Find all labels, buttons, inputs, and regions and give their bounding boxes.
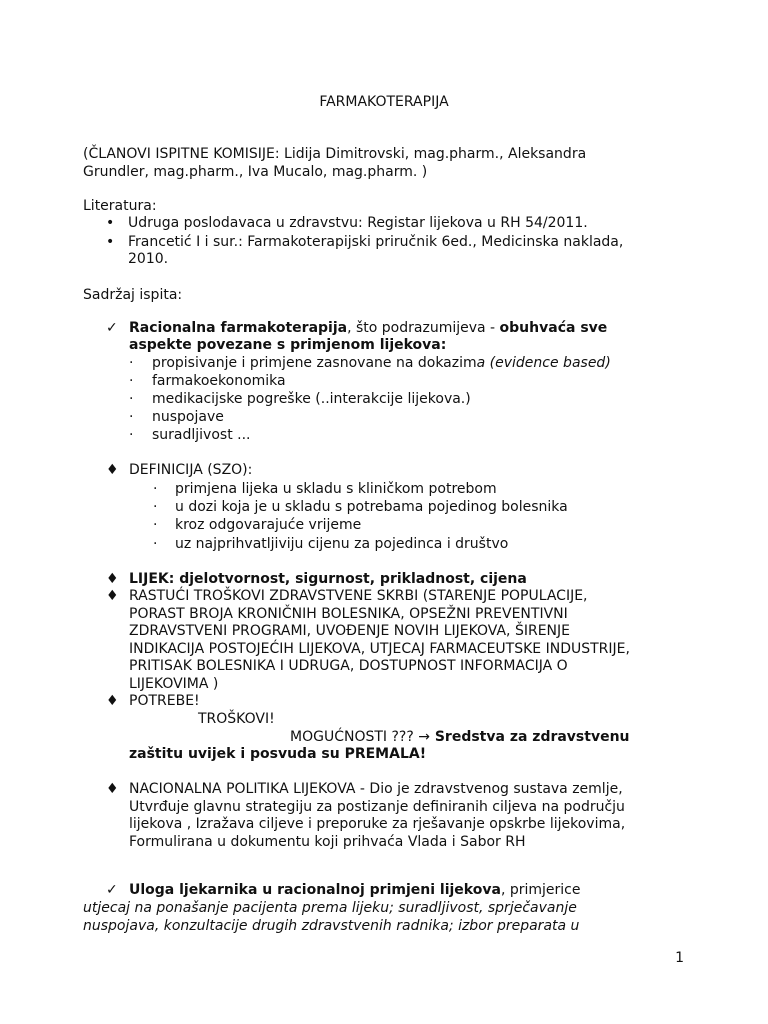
dot-icon: · xyxy=(153,481,158,497)
policy-line-2: Utvrđuje glavnu strategiju za postizanje definiranih ciljeva na području xyxy=(129,799,625,815)
policy-line-1: NACIONALNA POLITIKA LIJEKOVA - Dio je zdravstvenog sustava zemlje, xyxy=(129,781,623,797)
page-number: 1 xyxy=(675,950,684,966)
costs-line-2: PORAST BROJA KRONIČNIH BOLESNIKA, OPSEŽNI PREVENTIVNI xyxy=(129,606,568,622)
rational-item-5: suradljivost ... xyxy=(152,427,251,443)
needs-mogucnosti-line xyxy=(290,728,630,746)
diamond-icon: ♦ xyxy=(106,571,119,587)
needs-potrebe: POTREBE! xyxy=(129,693,200,709)
diamond-icon: ♦ xyxy=(106,781,119,797)
rational-item-1-italic: a (evidence based) xyxy=(476,355,611,371)
needs-bold-1: Sredstva za zdravstvenu xyxy=(429,729,630,745)
definition-item-1: primjena lijeka u skladu s kliničkom potrebom xyxy=(175,481,497,497)
literature-heading: Literatura: xyxy=(83,198,157,214)
diamond-icon: ♦ xyxy=(106,588,119,604)
definition-item-4: uz najprihvatljiviju cijenu za pojedinca i društvo xyxy=(175,536,509,552)
costs-line-3: ZDRAVSTVENI PROGRAMI, UVOĐENJE NOVIH LIJEKOVA, ŠIRENJE xyxy=(129,623,570,639)
rational-bold: Racionalna farmakoterapija xyxy=(129,320,348,336)
definition-item-3: kroz odgovarajuće vrijeme xyxy=(175,517,362,533)
dot-icon: · xyxy=(153,517,158,533)
definition-heading: DEFINICIJA (SZO): xyxy=(129,462,253,478)
dot-icon: · xyxy=(129,355,134,371)
arrow-right-icon: → xyxy=(418,729,430,745)
needs-bold-2: zaštitu uvijek i posvuda su PREMALA! xyxy=(129,746,427,762)
rational-item-1-text: propisivanje i primjene zasnovane na dokazim xyxy=(152,355,477,371)
bullet-icon: • xyxy=(106,234,115,250)
policy-line-4: Formulirana u dokumentu koji prihvaća Vlada i Sabor RH xyxy=(129,834,526,850)
dot-icon: · xyxy=(153,499,158,515)
costs-line-5: PRITISAK BOLESNIKA I UDRUGA, DOSTUPNOST INFORMACIJA O xyxy=(129,658,568,674)
costs-line-4: INDIKACIJA POSTOJEĆIH LIJEKOVA, UTJECAJ FARMACEUTSKE INDUSTRIJE, xyxy=(129,641,630,657)
literature-item-2-cont: 2010. xyxy=(128,251,169,267)
rational-mid: , što podrazumijeva - xyxy=(347,320,500,336)
rational-heading xyxy=(129,319,607,337)
needs-mogucnosti: MOGUĆNOSTI ??? xyxy=(290,729,419,745)
rational-item-2: farmakoekonomika xyxy=(152,373,286,389)
literature-item-2: Francetić I i sur.: Farmakoterapijski priručnik 6ed., Medicinska naklada, xyxy=(128,234,624,250)
diamond-icon: ♦ xyxy=(106,462,119,478)
policy-line-3: lijekova , Izražava ciljeve i preporuke za rješavanje opskrbe lijekovima, xyxy=(129,816,626,832)
dot-icon: · xyxy=(129,427,134,443)
dot-icon: · xyxy=(129,391,134,407)
literature-item-1: Udruga poslodavaca u zdravstvu: Registar lijekova u RH 54/2011. xyxy=(128,215,588,231)
commission-line-2: Grundler, mag.pharm., Iva Mucalo, mag.pharm. ) xyxy=(83,164,428,180)
rational-heading-line2: aspekte povezane s primjenom lijekova: xyxy=(129,337,447,353)
role-rest: , primjerice xyxy=(500,882,581,898)
costs-line-1: RASTUĆI TROŠKOVI ZDRAVSTVENE SKRBI (STARENJE POPULACIJE, xyxy=(129,588,588,604)
rational-item-1 xyxy=(152,354,611,372)
bullet-icon: • xyxy=(106,215,115,231)
lijek-line: LIJEK: djelotvornost, sigurnost, prikladnost, cijena xyxy=(129,571,527,587)
role-heading xyxy=(129,881,580,899)
dot-icon: · xyxy=(129,409,134,425)
needs-troskovi: TROŠKOVI! xyxy=(198,711,275,727)
role-line-3: nuspojava, konzultacije drugih zdravstvenih radnika; izbor preparata u xyxy=(83,918,580,934)
diamond-icon: ♦ xyxy=(106,693,119,709)
role-line-2: utjecaj na ponašanje pacijenta prema lijeku; suradljivost, sprječavanje xyxy=(83,900,577,916)
role-bold: Uloga ljekarnika u racionalnoj primjeni lijekova xyxy=(129,882,501,898)
checkmark-icon: ✓ xyxy=(106,320,118,336)
checkmark-icon: ✓ xyxy=(106,882,118,898)
rational-bold-2: obuhvaća sve xyxy=(499,320,608,336)
rational-item-3: medikacijske pogreške (..interakcije lijekova.) xyxy=(152,391,471,407)
commission-line-1: (ČLANOVI ISPITNE KOMISIJE: Lidija Dimitrovski, mag.pharm., Aleksandra xyxy=(83,146,587,162)
dot-icon: · xyxy=(153,536,158,552)
rational-item-4: nuspojave xyxy=(152,409,224,425)
content-heading: Sadržaj ispita: xyxy=(83,287,183,303)
definition-item-2: u dozi koja je u skladu s potrebama pojedinog bolesnika xyxy=(175,499,568,515)
costs-line-6: LIJEKOVIMA ) xyxy=(129,676,219,692)
dot-icon: · xyxy=(129,373,134,389)
document-title: FARMAKOTERAPIJA xyxy=(319,94,449,110)
